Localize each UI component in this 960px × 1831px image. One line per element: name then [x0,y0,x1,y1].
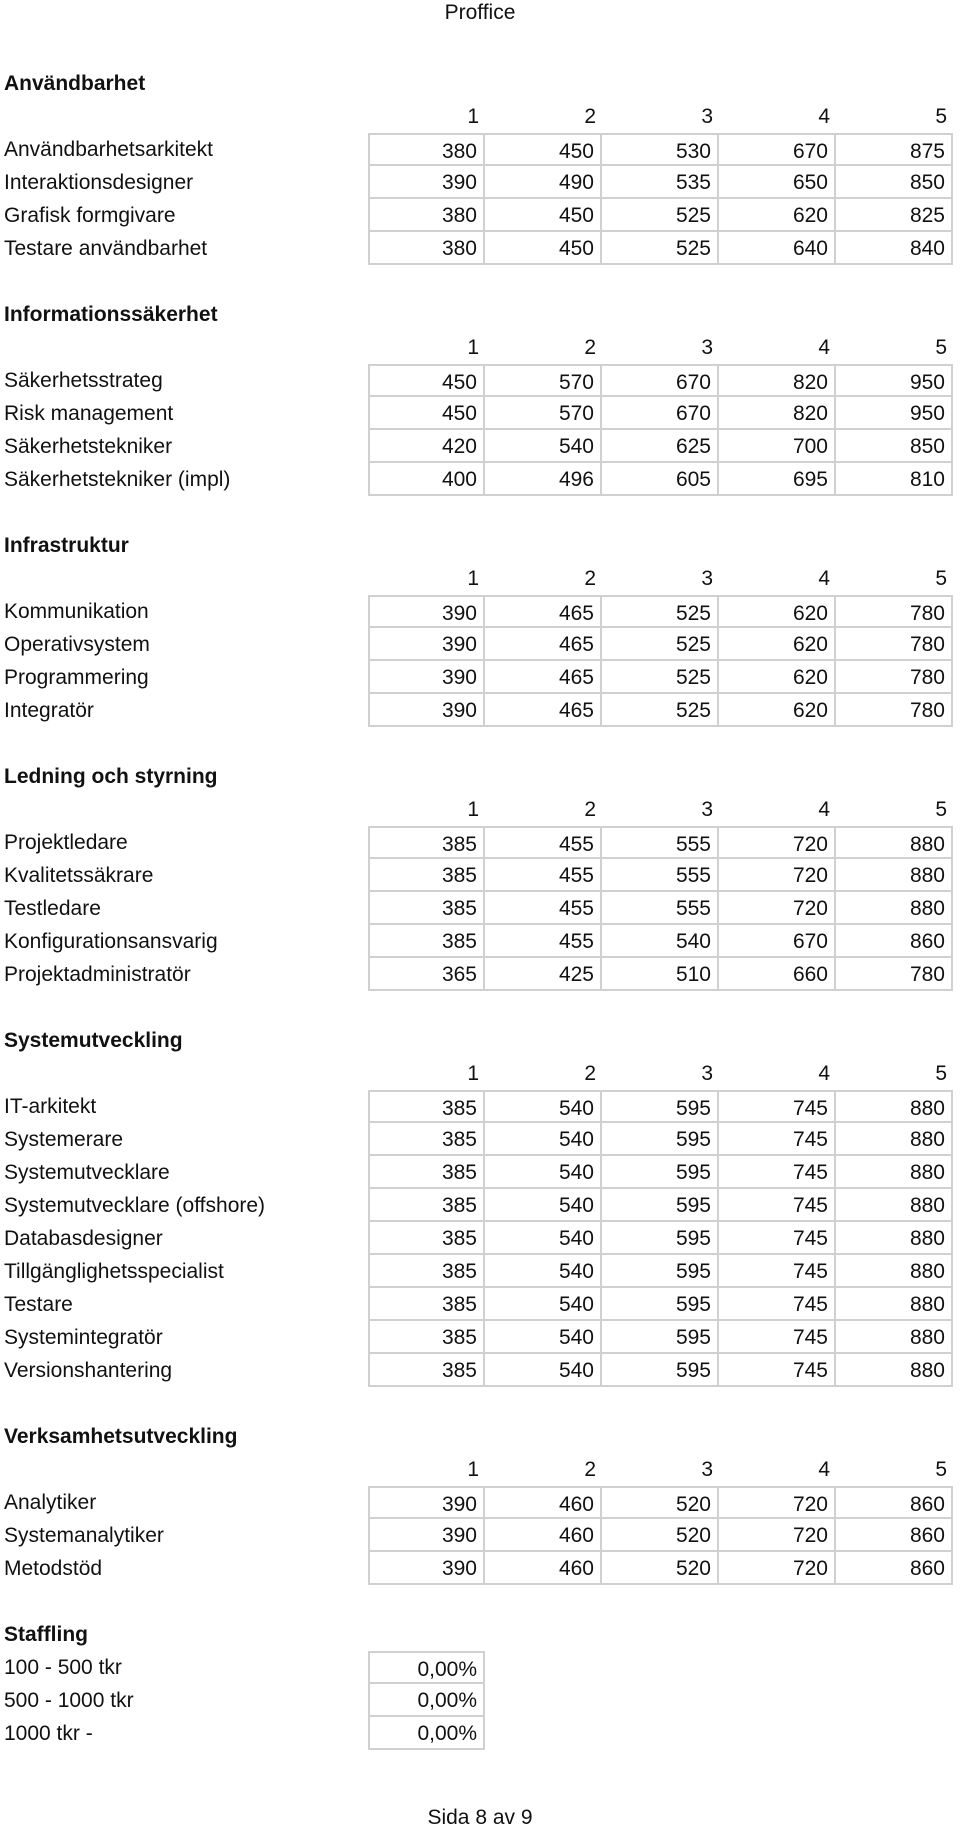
rate-cell[interactable]: 420 [368,430,485,463]
rate-cell[interactable]: 880 [836,1222,953,1255]
rate-cell[interactable]: 525 [602,694,719,727]
rate-cell[interactable]: 825 [836,199,953,232]
rate-cell[interactable]: 520 [602,1552,719,1585]
level-header: 3 [701,1062,713,1085]
rate-cell[interactable]: 555 [602,859,719,892]
level-header: 1 [467,798,479,821]
role-label: Testare användbarhet [4,237,208,260]
rate-cell[interactable]: 720 [719,1552,836,1585]
table-row [0,1123,960,1156]
rate-cell[interactable]: 380 [368,199,485,232]
rate-cell[interactable]: 660 [719,958,836,991]
staffling-row [0,1651,960,1684]
level-header-row [0,1057,960,1090]
role-label: Systemutvecklare [4,1161,170,1184]
rate-cell[interactable]: 820 [719,364,836,397]
rate-cell[interactable]: 595 [602,1288,719,1321]
rate-cell[interactable]: 535 [602,166,719,199]
level-header: 1 [467,105,479,128]
role-label: Systemintegratör [4,1326,163,1349]
rate-cell[interactable]: 670 [602,397,719,430]
header-spacer [0,793,368,826]
level-header: 5 [935,105,947,128]
rate-cell[interactable]: 460 [485,1552,602,1585]
level-header: 4 [818,798,830,821]
rate-cell[interactable]: 540 [602,925,719,958]
rate-cell[interactable]: 670 [602,364,719,397]
level-header: 1 [467,1458,479,1481]
table-row [0,661,960,694]
table-row [0,859,960,892]
rate-cell[interactable]: 525 [602,232,719,265]
level-header: 2 [584,336,596,359]
rate-cell[interactable]: 595 [602,1123,719,1156]
rate-cell[interactable]: 595 [602,1090,719,1123]
rate-cell[interactable]: 720 [719,859,836,892]
rate-cell[interactable]: 525 [602,199,719,232]
rate-cell[interactable]: 390 [368,1552,485,1585]
rate-cell[interactable]: 745 [719,1189,836,1222]
staffling-row [0,1717,960,1750]
rate-cell[interactable]: 640 [719,232,836,265]
rate-cell[interactable]: 385 [368,859,485,892]
rate-cell[interactable]: 820 [719,397,836,430]
rate-cell[interactable]: 780 [836,628,953,661]
level-header: 4 [818,336,830,359]
rate-cell[interactable]: 455 [485,892,602,925]
table-row [0,595,960,628]
rate-cell[interactable]: 595 [602,1156,719,1189]
role-label: Testare [4,1293,73,1316]
rate-cell[interactable]: 496 [485,463,602,496]
rate-cell[interactable]: 670 [719,925,836,958]
table-row [0,364,960,397]
rate-cell[interactable]: 450 [485,133,602,166]
section-spacer [0,265,960,298]
table-row [0,1288,960,1321]
staffling-value[interactable]: 0,00% [368,1684,485,1717]
role-label: Integratör [4,699,94,722]
rate-cell[interactable]: 860 [836,1486,953,1519]
table-row [0,232,960,265]
table-row [0,430,960,463]
rate-cell[interactable]: 880 [836,1321,953,1354]
rate-cell[interactable]: 425 [485,958,602,991]
rate-cell[interactable]: 745 [719,1321,836,1354]
table-row [0,199,960,232]
rate-cell[interactable]: 540 [485,1156,602,1189]
rate-cell[interactable]: 525 [602,595,719,628]
rate-cell[interactable]: 880 [836,1123,953,1156]
rate-cell[interactable]: 540 [485,1354,602,1387]
rate-cell[interactable]: 385 [368,1090,485,1123]
rate-cell[interactable]: 450 [368,364,485,397]
rate-cell[interactable]: 490 [485,166,602,199]
rate-cell[interactable]: 520 [602,1486,719,1519]
rate-cell[interactable]: 465 [485,694,602,727]
rate-cell[interactable]: 880 [836,859,953,892]
level-header-row [0,793,960,826]
role-label: Säkerhetstekniker (impl) [4,468,231,491]
rate-cell[interactable]: 460 [485,1486,602,1519]
rate-cell[interactable]: 745 [719,1255,836,1288]
rate-cell[interactable]: 745 [719,1123,836,1156]
rate-cell[interactable]: 520 [602,1519,719,1552]
rate-cell[interactable]: 555 [602,892,719,925]
table-row [0,1354,960,1387]
table-row [0,166,960,199]
rate-cell[interactable]: 595 [602,1321,719,1354]
rate-cell[interactable]: 860 [836,1519,953,1552]
table-row [0,1486,960,1519]
table-row [0,694,960,727]
rate-cell[interactable]: 390 [368,694,485,727]
table-row [0,133,960,166]
role-label: Programmering [4,666,149,689]
rate-cell[interactable]: 460 [485,1519,602,1552]
staffling-label: 100 - 500 tkr [4,1656,122,1679]
role-label: Kvalitetssäkrare [4,864,154,887]
rate-cell[interactable]: 875 [836,133,953,166]
rate-cell[interactable]: 390 [368,1486,485,1519]
role-label: Tillgänglighetsspecialist [4,1260,224,1283]
rate-cell[interactable]: 570 [485,364,602,397]
level-header-row [0,100,960,133]
rate-cell[interactable]: 780 [836,595,953,628]
level-header: 2 [584,105,596,128]
table-row [0,1189,960,1222]
rate-cell[interactable]: 450 [485,232,602,265]
rate-cell[interactable]: 455 [485,859,602,892]
level-header: 5 [935,798,947,821]
table-row [0,1090,960,1123]
section-ledning-och-styrning [0,760,960,1024]
section-systemutveckling [0,1024,960,1420]
level-header: 2 [584,798,596,821]
level-header: 1 [467,567,479,590]
section-anvandbarhet [0,67,960,298]
level-header: 3 [701,798,713,821]
rate-cell[interactable]: 455 [485,925,602,958]
level-header: 3 [701,567,713,590]
rate-cell[interactable]: 465 [485,595,602,628]
role-label: Systemanalytiker [4,1524,164,1547]
table-row [0,925,960,958]
section-title: Verksamhetsutveckling [4,1425,238,1448]
section-title: Systemutveckling [4,1029,183,1052]
table-row [0,397,960,430]
rate-cell[interactable]: 385 [368,1156,485,1189]
rate-cell[interactable]: 525 [602,661,719,694]
rate-cell[interactable]: 540 [485,430,602,463]
rate-cell[interactable]: 880 [836,1255,953,1288]
rate-cell[interactable]: 540 [485,1255,602,1288]
table-row [0,826,960,859]
rate-cell[interactable]: 810 [836,463,953,496]
level-header: 2 [584,567,596,590]
rate-cell[interactable]: 385 [368,892,485,925]
rate-cell[interactable]: 605 [602,463,719,496]
staffling-label: 500 - 1000 tkr [4,1689,134,1712]
role-label: Versionshantering [4,1359,173,1382]
role-label: Säkerhetstekniker [4,435,173,458]
section-title: Användbarhet [4,72,146,95]
rate-cell[interactable]: 860 [836,925,953,958]
level-header: 1 [467,1062,479,1085]
rate-cell[interactable]: 850 [836,430,953,463]
rate-cell[interactable]: 840 [836,232,953,265]
table-row [0,1321,960,1354]
table-row [0,1222,960,1255]
level-header: 4 [818,105,830,128]
section-spacer [0,1387,960,1420]
section-title: Infrastruktur [4,534,129,557]
role-label: Testledare [4,897,101,920]
rate-cell[interactable]: 695 [719,463,836,496]
header-spacer [0,100,368,133]
rate-cell[interactable]: 385 [368,1288,485,1321]
rate-cell[interactable]: 880 [836,1090,953,1123]
table-row [0,1552,960,1585]
rate-cell[interactable]: 880 [836,826,953,859]
rate-cell[interactable]: 570 [485,397,602,430]
rate-cell[interactable]: 455 [485,826,602,859]
rate-cell[interactable]: 385 [368,925,485,958]
rate-cell[interactable]: 540 [485,1090,602,1123]
rate-cell[interactable]: 745 [719,1156,836,1189]
table-row [0,892,960,925]
rate-cell[interactable]: 720 [719,826,836,859]
rate-cell[interactable]: 780 [836,694,953,727]
section-title: Ledning och styrning [4,765,218,788]
section-informationssakerhet [0,298,960,529]
role-label: Databasdesigner [4,1227,163,1250]
rate-cell[interactable]: 595 [602,1354,719,1387]
rate-cell[interactable]: 950 [836,364,953,397]
rate-cell[interactable]: 880 [836,1156,953,1189]
rate-cell[interactable]: 880 [836,1354,953,1387]
rate-cell[interactable]: 745 [719,1090,836,1123]
rate-cell[interactable]: 720 [719,1519,836,1552]
table-row [0,1156,960,1189]
header-spacer [0,1057,368,1090]
rate-cell[interactable]: 595 [602,1222,719,1255]
table-row [0,628,960,661]
role-label: Kommunikation [4,600,149,623]
rate-cell[interactable]: 880 [836,1288,953,1321]
level-header: 3 [701,1458,713,1481]
section-spacer [0,727,960,760]
rate-cell[interactable]: 620 [719,628,836,661]
rate-cell[interactable]: 540 [485,1222,602,1255]
section-spacer [0,1585,960,1618]
rate-cell[interactable]: 385 [368,1222,485,1255]
rate-cell[interactable]: 595 [602,1189,719,1222]
header-spacer [0,1453,368,1486]
rate-cell[interactable]: 390 [368,166,485,199]
rate-cell[interactable]: 860 [836,1552,953,1585]
staffling-value[interactable]: 0,00% [368,1651,485,1684]
role-label: IT-arkitekt [4,1095,97,1118]
rate-cell[interactable]: 450 [485,199,602,232]
rate-cell[interactable]: 720 [719,892,836,925]
page-title: Proffice [444,1,516,24]
rate-cell[interactable]: 745 [719,1354,836,1387]
rate-cell[interactable]: 540 [485,1189,602,1222]
rate-cell[interactable]: 780 [836,958,953,991]
rate-cell[interactable]: 625 [602,430,719,463]
rate-cell[interactable]: 745 [719,1288,836,1321]
rate-cell[interactable]: 385 [368,1321,485,1354]
role-label: Projektledare [4,831,128,854]
rate-cell[interactable]: 780 [836,661,953,694]
level-header: 4 [818,1458,830,1481]
rate-cell[interactable]: 385 [368,1189,485,1222]
section-verksamhetsutveckling [0,1420,960,1618]
rate-cell[interactable]: 385 [368,826,485,859]
level-header-row [0,562,960,595]
rate-cell[interactable]: 365 [368,958,485,991]
rate-cell[interactable]: 465 [485,661,602,694]
level-header: 4 [818,1062,830,1085]
level-header: 5 [935,1062,947,1085]
role-label: Interaktionsdesigner [4,171,194,194]
role-label: Systemutvecklare (offshore) [4,1194,266,1217]
level-header: 5 [935,567,947,590]
staffling-row [0,1684,960,1717]
role-label: Metodstöd [4,1557,103,1580]
rate-cell[interactable]: 700 [719,430,836,463]
rate-cell[interactable]: 465 [485,628,602,661]
rate-cell[interactable]: 620 [719,199,836,232]
rate-cell[interactable]: 880 [836,892,953,925]
rate-cell[interactable]: 620 [719,595,836,628]
rate-cell[interactable]: 450 [368,397,485,430]
role-label: Projektadministratör [4,963,191,986]
table-row [0,1519,960,1552]
role-label: Grafisk formgivare [4,204,176,227]
rate-cell[interactable]: 400 [368,463,485,496]
level-header: 4 [818,567,830,590]
level-header: 5 [935,336,947,359]
rate-cell[interactable]: 620 [719,661,836,694]
level-header: 1 [467,336,479,359]
level-header-row [0,1453,960,1486]
level-header: 3 [701,336,713,359]
rate-cell[interactable]: 540 [485,1123,602,1156]
section-spacer [0,496,960,529]
section-staffling [0,1618,960,1750]
level-header: 2 [584,1458,596,1481]
section-infrastruktur [0,529,960,760]
rate-cell[interactable]: 380 [368,232,485,265]
rate-cell[interactable]: 385 [368,1354,485,1387]
rate-cell[interactable]: 390 [368,628,485,661]
table-row [0,1255,960,1288]
rate-cell[interactable]: 745 [719,1222,836,1255]
rate-cell[interactable]: 595 [602,1255,719,1288]
rate-cell[interactable]: 720 [719,1486,836,1519]
role-label: Analytiker [4,1491,97,1514]
rate-tables [0,67,960,1750]
rate-cell[interactable]: 950 [836,397,953,430]
rate-cell[interactable]: 555 [602,826,719,859]
rate-cell[interactable]: 880 [836,1189,953,1222]
table-row [0,463,960,496]
rate-cell[interactable]: 670 [719,133,836,166]
rate-cell[interactable]: 525 [602,628,719,661]
header-spacer [0,331,368,364]
header-spacer [0,562,368,595]
role-label: Risk management [4,402,174,425]
level-header: 3 [701,105,713,128]
rate-cell[interactable]: 620 [719,694,836,727]
section-spacer [0,991,960,1024]
table-row [0,958,960,991]
rate-cell[interactable]: 650 [719,166,836,199]
rate-cell[interactable]: 385 [368,1123,485,1156]
page-number: Sida 8 av 9 [427,1806,533,1829]
rate-cell[interactable]: 530 [602,133,719,166]
role-label: Användbarhetsarkitekt [4,138,213,161]
level-header: 5 [935,1458,947,1481]
rate-cell[interactable]: 540 [485,1321,602,1354]
level-header: 2 [584,1062,596,1085]
rate-cell[interactable]: 390 [368,1519,485,1552]
section-title: Staffling [4,1623,88,1646]
rate-cell[interactable]: 380 [368,133,485,166]
staffling-value[interactable]: 0,00% [368,1717,485,1750]
rate-cell[interactable]: 510 [602,958,719,991]
role-label: Säkerhetsstrateg [4,369,163,392]
role-label: Konfigurationsansvarig [4,930,218,953]
rate-cell[interactable]: 390 [368,661,485,694]
rate-cell[interactable]: 850 [836,166,953,199]
section-title: Informationssäkerhet [4,303,218,326]
role-label: Systemerare [4,1128,124,1151]
staffling-label: 1000 tkr - [4,1722,93,1745]
rate-cell[interactable]: 385 [368,1255,485,1288]
rate-cell[interactable]: 540 [485,1288,602,1321]
level-header-row [0,331,960,364]
rate-cell[interactable]: 390 [368,595,485,628]
role-label: Operativsystem [4,633,150,656]
